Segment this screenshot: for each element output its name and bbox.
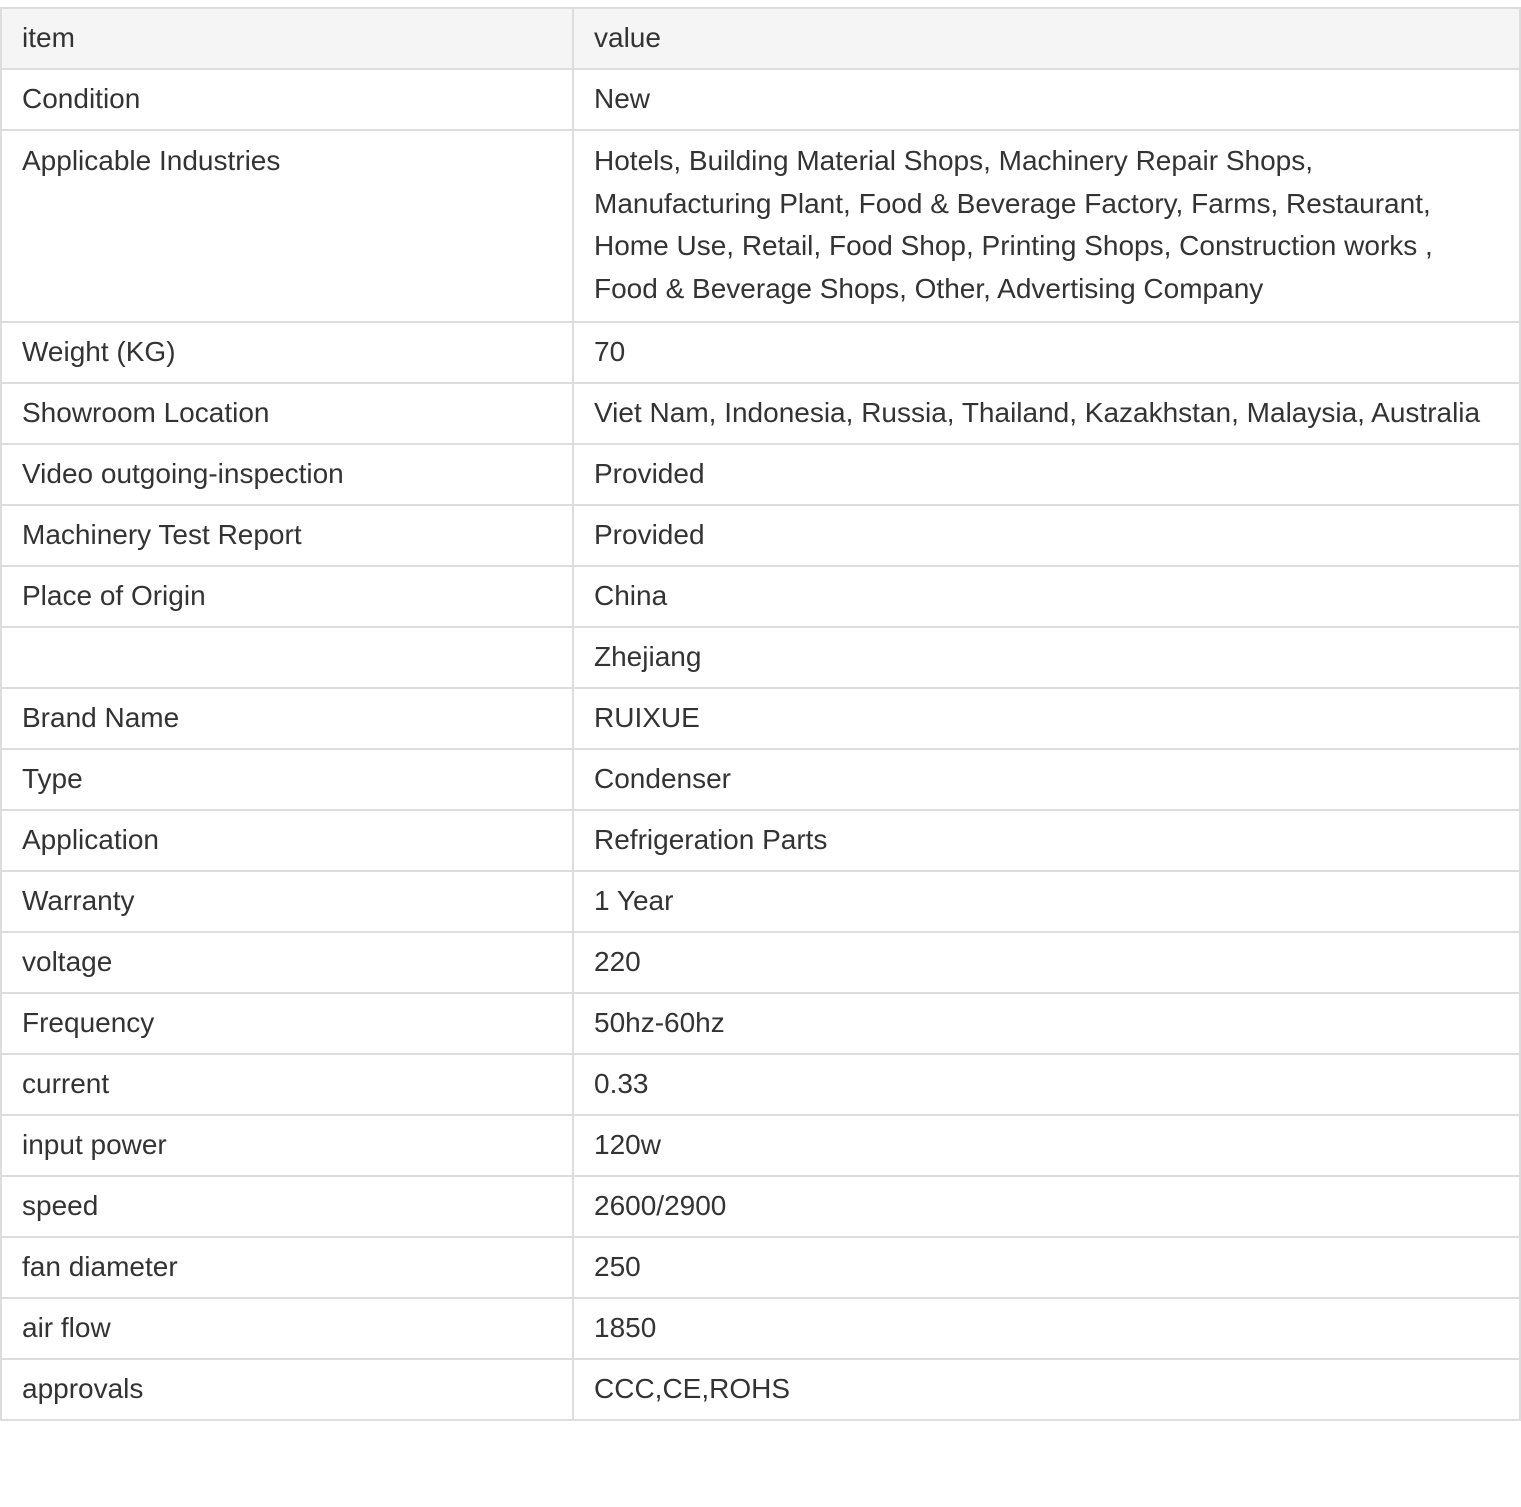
item-cell: current	[1, 1054, 573, 1115]
value-line: Hotels, Building Material Shops, Machinery Repair Shops,	[594, 145, 1314, 176]
item-cell: Warranty	[1, 871, 573, 932]
table-row	[1, 749, 1520, 810]
value-cell: Refrigeration Parts	[573, 810, 1520, 871]
item-cell: approvals	[1, 1359, 573, 1420]
value-cell: China	[573, 566, 1520, 627]
value-cell: 1850	[573, 1298, 1520, 1359]
value-cell: Zhejiang	[573, 627, 1520, 688]
item-cell: Weight (KG)	[1, 322, 573, 383]
table-row	[1, 1054, 1520, 1115]
table-row	[1, 322, 1520, 383]
value-line: Home Use, Retail, Food Shop, Printing Shops, Construction works ,	[594, 230, 1433, 261]
table-row	[1, 1359, 1520, 1420]
value-cell: RUIXUE	[573, 688, 1520, 749]
table-row	[1, 810, 1520, 871]
value-cell: 120w	[573, 1115, 1520, 1176]
item-cell: Video outgoing-inspection	[1, 444, 573, 505]
value-cell: Provided	[573, 444, 1520, 505]
item-cell: Place of Origin	[1, 566, 573, 627]
item-cell: Showroom Location	[1, 383, 573, 444]
item-cell: voltage	[1, 932, 573, 993]
value-cell: New	[573, 69, 1520, 130]
header-value-cell: value	[573, 8, 1520, 69]
item-cell: air flow	[1, 1298, 573, 1359]
value-cell: 1 Year	[573, 871, 1520, 932]
header-item-cell: item	[1, 8, 573, 69]
value-cell: 0.33	[573, 1054, 1520, 1115]
spec-table	[0, 7, 1521, 1421]
item-cell: Application	[1, 810, 573, 871]
value-cell: 250	[573, 1237, 1520, 1298]
table-row	[1, 1115, 1520, 1176]
table-header-row	[1, 8, 1520, 69]
table-row	[1, 444, 1520, 505]
value-cell: 2600/2900	[573, 1176, 1520, 1237]
table-row	[1, 566, 1520, 627]
value-cell: Viet Nam, Indonesia, Russia, Thailand, Kazakhstan, Malaysia, Australia	[573, 383, 1520, 444]
table-row	[1, 1237, 1520, 1298]
item-cell: input power	[1, 1115, 573, 1176]
table-row	[1, 1298, 1520, 1359]
item-cell: Brand Name	[1, 688, 573, 749]
value-cell: 220	[573, 932, 1520, 993]
item-cell: speed	[1, 1176, 573, 1237]
item-cell: Frequency	[1, 993, 573, 1054]
value-cell: 50hz-60hz	[573, 993, 1520, 1054]
value-cell	[573, 130, 1520, 322]
value-cell: Condenser	[573, 749, 1520, 810]
value-cell: 70	[573, 322, 1520, 383]
table-row	[1, 932, 1520, 993]
table-row	[1, 69, 1520, 130]
table-row	[1, 871, 1520, 932]
table-row	[1, 505, 1520, 566]
table-row	[1, 688, 1520, 749]
table-row	[1, 627, 1520, 688]
item-cell: Machinery Test Report	[1, 505, 573, 566]
table-row	[1, 993, 1520, 1054]
item-cell: fan diameter	[1, 1237, 573, 1298]
item-cell: Applicable Industries	[1, 130, 573, 322]
value-cell: Provided	[573, 505, 1520, 566]
item-cell: Type	[1, 749, 573, 810]
table-row	[1, 1176, 1520, 1237]
item-cell	[1, 627, 573, 688]
value-line: Manufacturing Plant, Food & Beverage Factory, Farms, Restaurant,	[594, 187, 1431, 219]
value-cell: CCC,CE,ROHS	[573, 1359, 1520, 1420]
item-cell: Condition	[1, 69, 573, 130]
table-row	[1, 130, 1520, 322]
value-line: Food & Beverage Shops, Other, Advertising Company	[594, 272, 1264, 304]
table-row	[1, 383, 1520, 444]
